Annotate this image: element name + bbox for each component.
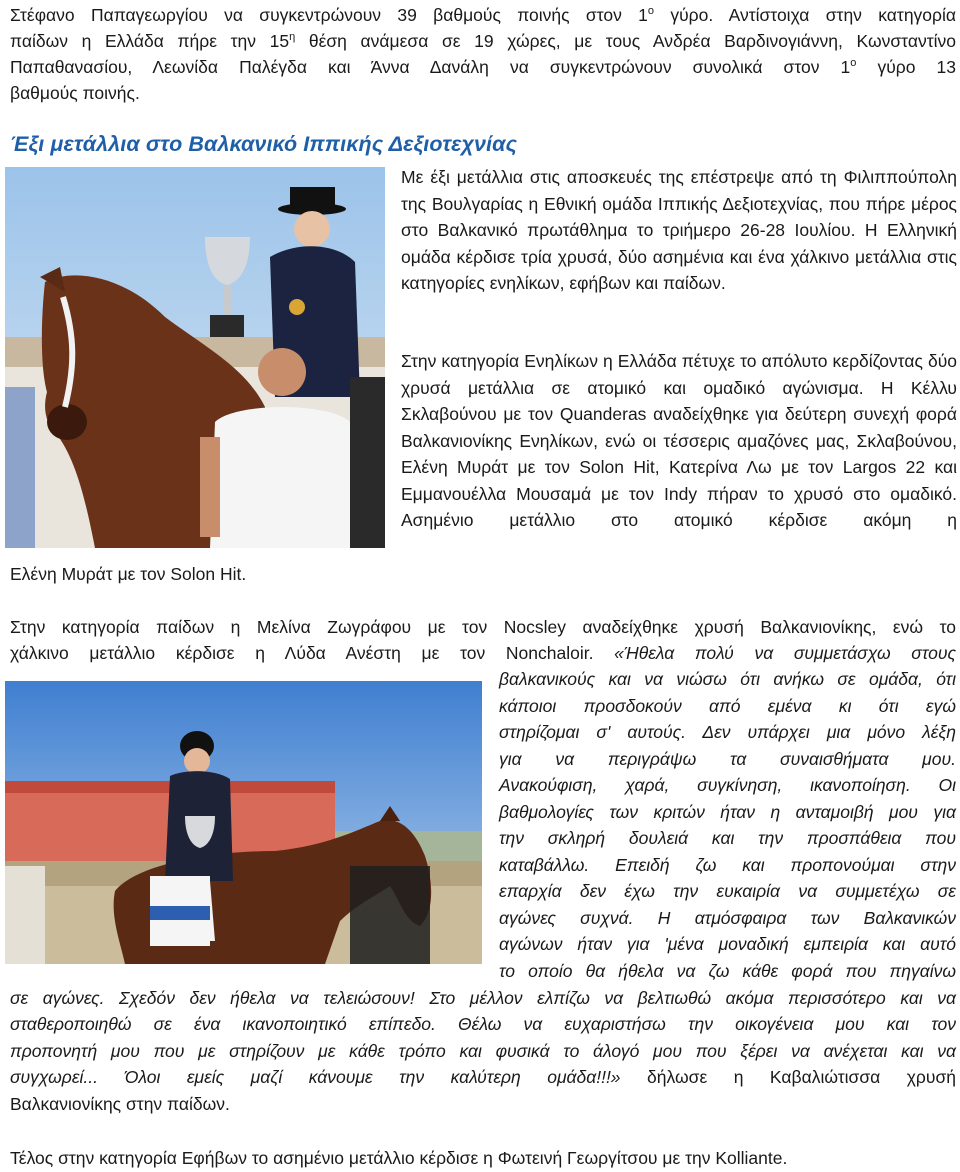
quote-col-line: καταβάλλω. Επειδή ζω και προπονούμαι στην: [499, 854, 956, 875]
intro-line-4: βαθμούς ποινής.: [10, 83, 140, 103]
final-paragraph: Τέλος στην κατηγορία Εφήβων το ασημένιο μετάλλιο κέρδισε η Φωτεινή Γεωργίτσου με την Kolliante.: [10, 1148, 788, 1168]
quote-col-line: Ανακούφιση, χαρά, συγκίνηση, ικανοποίηση. Οι: [499, 775, 956, 795]
photo-rider-horse: [5, 681, 482, 964]
quote-col-line: επαρχία δεν έχω την ευκαιρία να συμμετέχω σε: [499, 881, 956, 901]
paragraph-adults: Στην κατηγορία Ενηλίκων η Ελλάδα πέτυχε το απόλυτο κερδίζοντας δύο χρυσά μετάλλια σε ατομικό και ομαδικό αγώνισμα. Η Κέλλυ Σκλαβούνου με τον Quanderas αναδείχθηκε για δεύτερη συνεχή φορά Βαλκανιονίκης Ενηλίκων, ενώ οι τέσσερις αμαζόνες μας, Σκλαβούνου, Ελένη Μυράτ με τον Solon Hit, Κατερίνα Λω με τον Largos 22 και Εμμανουέλλα Μουσαμά με τον Indy πήραν το χρυσό στο ομαδικό. Ασημένιο μετάλλιο στο ατομικό κέρδισε ακόμη η: [401, 351, 957, 530]
quote-col-line: το οποίο θα ήθελα να ζω κάθε φορά που πηγαίνω: [499, 960, 956, 981]
quote-col-line: την σκληρή δουλειά και την προσπάθεια που: [499, 828, 956, 848]
quote-col-line: βαλκανικούς και να νιώσω ότι ανήκω σε ομάδα, ότι: [499, 669, 956, 689]
quote-col-line: βαθμολογίες των κριτών ήταν η ανταμοιβή μου για: [499, 801, 956, 822]
photo-caption: Ελένη Μυράτ με τον Solon Hit.: [10, 564, 247, 584]
quote-column: [499, 666, 956, 984]
section-heading: Έξι μετάλλια στο Βαλκανικό Ιππικής Δεξιοτεχνίας: [10, 132, 518, 156]
paragraph-children-line-1: Στην κατηγορία παίδων η Μελίνα Ζωγράφου με τον Nocsley αναδείχθηκε χρυσή Βαλκανιονίκης, ενώ το: [10, 617, 956, 637]
quote-full-line-1: σε αγώνες. Σχεδόν δεν ήθελα να τελειώσουν! Στο μέλλον ελπίζω να βελτιωθώ ακόμα περισσότερο και να: [10, 988, 956, 1008]
paragraph-children-line-2: χάλκινο μετάλλιο κέρδισε η Λύδα Ανέστη με τον Nonchaloir. «Ήθελα πολύ να συμμετάσχω στους: [10, 643, 956, 663]
quote-full-line-2: σταθεροποιηθώ σε ένα ικανοποιητικό επίπεδο. Θέλω να ευχαριστήσω την οικογένεια μου και τον: [10, 1014, 956, 1034]
quote-col-line: στηρίζομαι σ' αυτούς. Δεν υπάρχει μια μόνο λέξη: [499, 722, 956, 742]
paragraph-medals-intro: Με έξι μετάλλια στις αποσκευές της επέστρεψε από τη Φιλιππούπολη της Βουλγαρίας η Εθνική ομάδα Ιππικής Δεξιοτεχνίας, που πήρε μέρος στο Βαλκανικό πρωτάθλημα το τριήμερο 26-28 Ιουλίου. Η Ελληνική ομάδα κέρδισε τρία χρυσά, δύο ασημένια και ένα χάλκινο μετάλλια στις κατηγορίες ενηλίκων, εφήβων και παίδων.: [401, 167, 957, 293]
photo-rider-trophy: [5, 167, 385, 548]
quote-col-line: κάποιοι προσδοκούν από εμένα κι ότι εγώ: [499, 695, 956, 716]
intro-line-2: παίδων η Ελλάδα πήρε την $15^\eta$ θέση ανάμεσα σε 19 χώρες, με τους Ανδρέα Βαρδινογιάννη, Κωνσταντίνο: [10, 31, 956, 51]
intro-line-3: Παπαθανασίου, Λεωνίδα Παλέγδα και Άννα Δανάλη να συγκεντρώνουν συνολικά στον $1^o$ γύρο 13: [10, 57, 957, 77]
quote-full-line-5: Βαλκανιονίκης στην παίδων.: [10, 1094, 230, 1114]
quote-col-line: αγώνες συχνά. Η ατμόσφαιρα των Βαλκανικών: [499, 907, 956, 928]
quote-full-line-3: προπονητή μου που με στηρίζουν με κάθε τρόπο και φυσικά το άλογό μου που ξέρει να ανέχεται και να: [10, 1041, 956, 1061]
intro-line-1: Στέφανο Παπαγεωργίου να συγκεντρώνουν 39 βαθμούς ποινής στον $1^o$ γύρο. Αντίστοιχα στην κατηγορία: [10, 5, 956, 25]
quote-col-line: αγώνων ήταν για 'μένα μοναδική εμπειρία και αυτό: [499, 934, 956, 954]
quote-col-line: για να περιγράψω τα συναισθήματα μου.: [499, 748, 956, 769]
quote-full-line-4: συγχωρεί... Όλοι εμείς μαζί κάνουμε την καλύτερη ομάδα!!!» δήλωσε η Καβαλιώτισσα χρυσή: [10, 1067, 956, 1087]
